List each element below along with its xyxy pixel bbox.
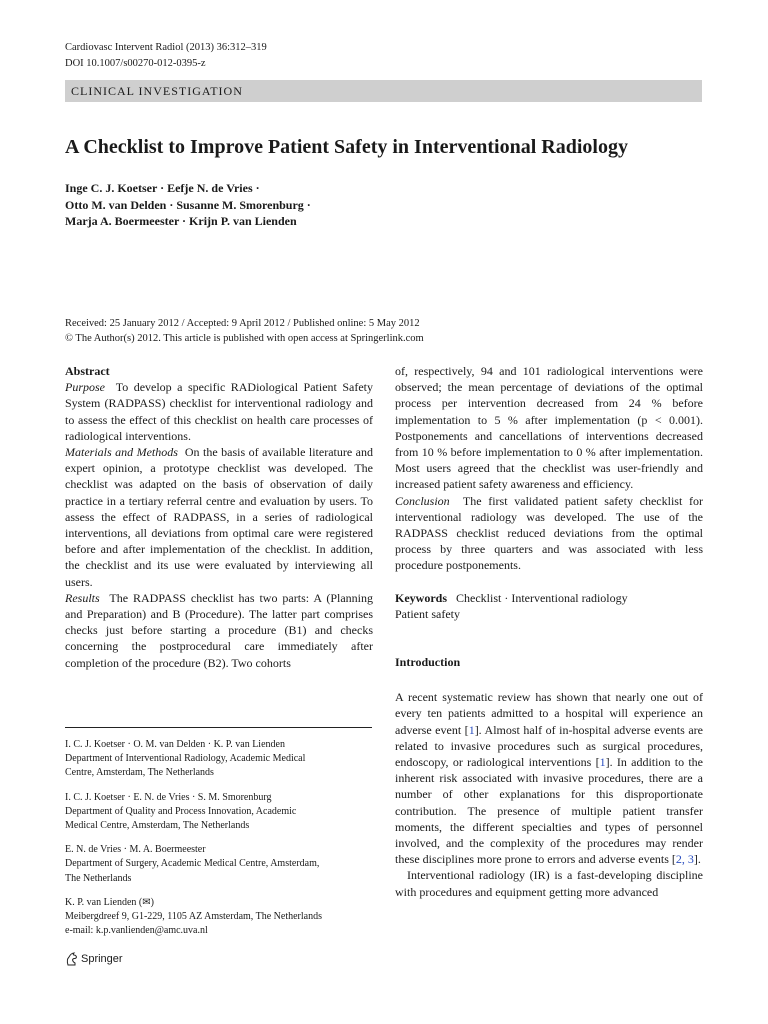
keywords-line: Checklist · Interventional radiology [456,590,628,605]
affiliation-line: Department of Interventional Radiology, Academic Medical [65,753,306,765]
affiliation-line: Department of Surgery, Academic Medical Centre, Amsterdam, [65,858,320,870]
section-label: CLINICAL INVESTIGATION [65,80,702,102]
intro-text-segment: A recent systematic review has shown that nearly one out of every ten patients admitted to a hospital will experience an adverse event [ [395,690,703,737]
abstract-heading: Abstract [65,364,110,378]
affiliation-names: E. N. de Vries · M. A. Boermeester [65,844,206,856]
abstract-results-continued: of, respectively, 94 and 101 radiological interventions were observed; the mean percentage of deviations of the optimal process per intervention decreased from 24 % before implementation to 5 % after implementation (p < 0.001). Postponements and cancellations of interventions decreased from 10 % before implementation to 0 % after implementation. Most users agreed that the checklist was user-friendly and increased patient safety awareness and efficiency. [395,364,703,492]
affiliation-line: Meibergdreef 9, G1-229, 1105 AZ Amsterdam, The Netherlands [65,911,322,923]
intro-text-segment: ]. [693,852,701,867]
affiliations [65,738,375,948]
author-line: Inge C. J. Koetser · Eefje N. de Vries · [65,181,260,195]
results-text: The RADPASS checklist has two parts: A (Planning and Preparation) and B (Procedure). The latter part comprises checks just before starting a procedure (B1) and checks concerning the postprocedural care immediately after completion of the procedure (B2). Two cohorts [65,590,374,670]
methods-label: Materials and Methods [65,445,178,460]
affiliation-line: The Netherlands [65,872,132,884]
reference-link[interactable]: 1 [468,722,475,737]
affiliation-line: Centre, Amsterdam, The Netherlands [65,767,214,779]
footnote-divider [65,727,372,728]
abstract-results [65,590,373,671]
purpose-label: Purpose [65,380,105,395]
journal-doi: DOI 10.1007/s00270-012-0395-z [65,58,206,69]
abstract-purpose [65,379,373,444]
article-dates [65,316,424,346]
intro-text-segment: ]. In addition to the inherent risk associated with invasive procedures, there are a number of other explanations for this disproportionate contribution. The presence of multiple patient transfer moments, the different specialties and types of personnel involved, and the complexity of the procedures may render these disciplines more prone to errors and adverse events [ [395,755,703,867]
author-line: Marja A. Boermeester · Krijn P. van Lienden [65,214,297,228]
affiliation-line: Medical Centre, Amsterdam, The Netherlands [65,820,250,832]
affiliation-names: K. P. van Lienden (✉) [65,896,154,908]
methods-text: On the basis of available literature and expert opinion, a prototype checklist was developed. The checklist was adapted on the basis of observation of daily practice in a tertiary referral centre and evaluation by users. To assess the effect of RADPASS, in a series of radiological interventions, all deviations from optimal care were registered before and after implementation of the checklist. In addition, the checklist and its use were evaluated by interviewing all users. [65,445,373,589]
publisher-name: Springer [81,953,123,965]
right-column [395,363,703,900]
introduction-paragraph: Interventional radiology (IR) is a fast-developing discipline with procedures and equipment getting more advanced [395,868,703,899]
affiliation-names: I. C. J. Koetser · E. N. de Vries · S. M. Smorenburg [65,791,272,803]
affiliation-line: Department of Quality and Process Innovation, Academic [65,805,297,817]
affiliation-block [65,843,375,886]
affiliation-line[interactable]: e-mail: k.p.vanlienden@amc.uva.nl [65,925,208,937]
publisher-logo [65,952,123,966]
affiliation-block [65,791,375,834]
abstract-conclusion [395,493,703,574]
conclusion-label: Conclusion [395,493,450,508]
affiliation-block [65,896,375,939]
journal-citation: Cardiovasc Intervent Radiol (2013) 36:312–319 [65,42,267,53]
copyright-line: © The Author(s) 2012. This article is published with open access at Springerlink.com [65,333,424,344]
author-list [65,180,311,230]
keywords-label: Keywords [395,590,447,605]
abstract-methods [65,444,373,590]
intro-text-segment: ]. Almost half of in-hospital adverse events are related to invasive procedures such as surgical procedures, endoscopy, or radiological interventions [ [395,722,703,770]
author-line: Otto M. van Delden · Susanne M. Smorenburg · [65,197,311,212]
date-history: Received: 25 January 2012 / Accepted: 9 April 2012 / Published online: 5 May 2012 [65,318,420,329]
purpose-text: To develop a specific RADiological Patient Safety System (RADPASS) checklist for interventional radiology and to assess the effect of this checklist on health care processes of radiological interventions. [65,380,373,443]
left-column [65,363,373,671]
introduction-heading: Introduction [395,655,461,670]
introduction-paragraph [395,689,703,867]
springer-horse-icon [65,952,78,966]
affiliation-block [65,738,375,781]
keywords-line: Patient safety [395,606,460,621]
results-label: Results [65,590,100,605]
conclusion-text: The first validated patient safety checklist for interventional radiology was developed. The use of the RADPASS checklist reduced deviations from the optimal process by three quarters and was associated with less procedure postponements. [395,493,703,573]
reference-link[interactable]: 1 [599,755,606,770]
affiliation-names: I. C. J. Koetser · O. M. van Delden · K. P. van Lienden [65,739,285,750]
article-title: A Checklist to Improve Patient Safety in Interventional Radiology [65,136,628,158]
reference-link[interactable]: 2, 3 [675,852,694,867]
journal-meta [65,40,267,72]
keywords [395,590,703,622]
